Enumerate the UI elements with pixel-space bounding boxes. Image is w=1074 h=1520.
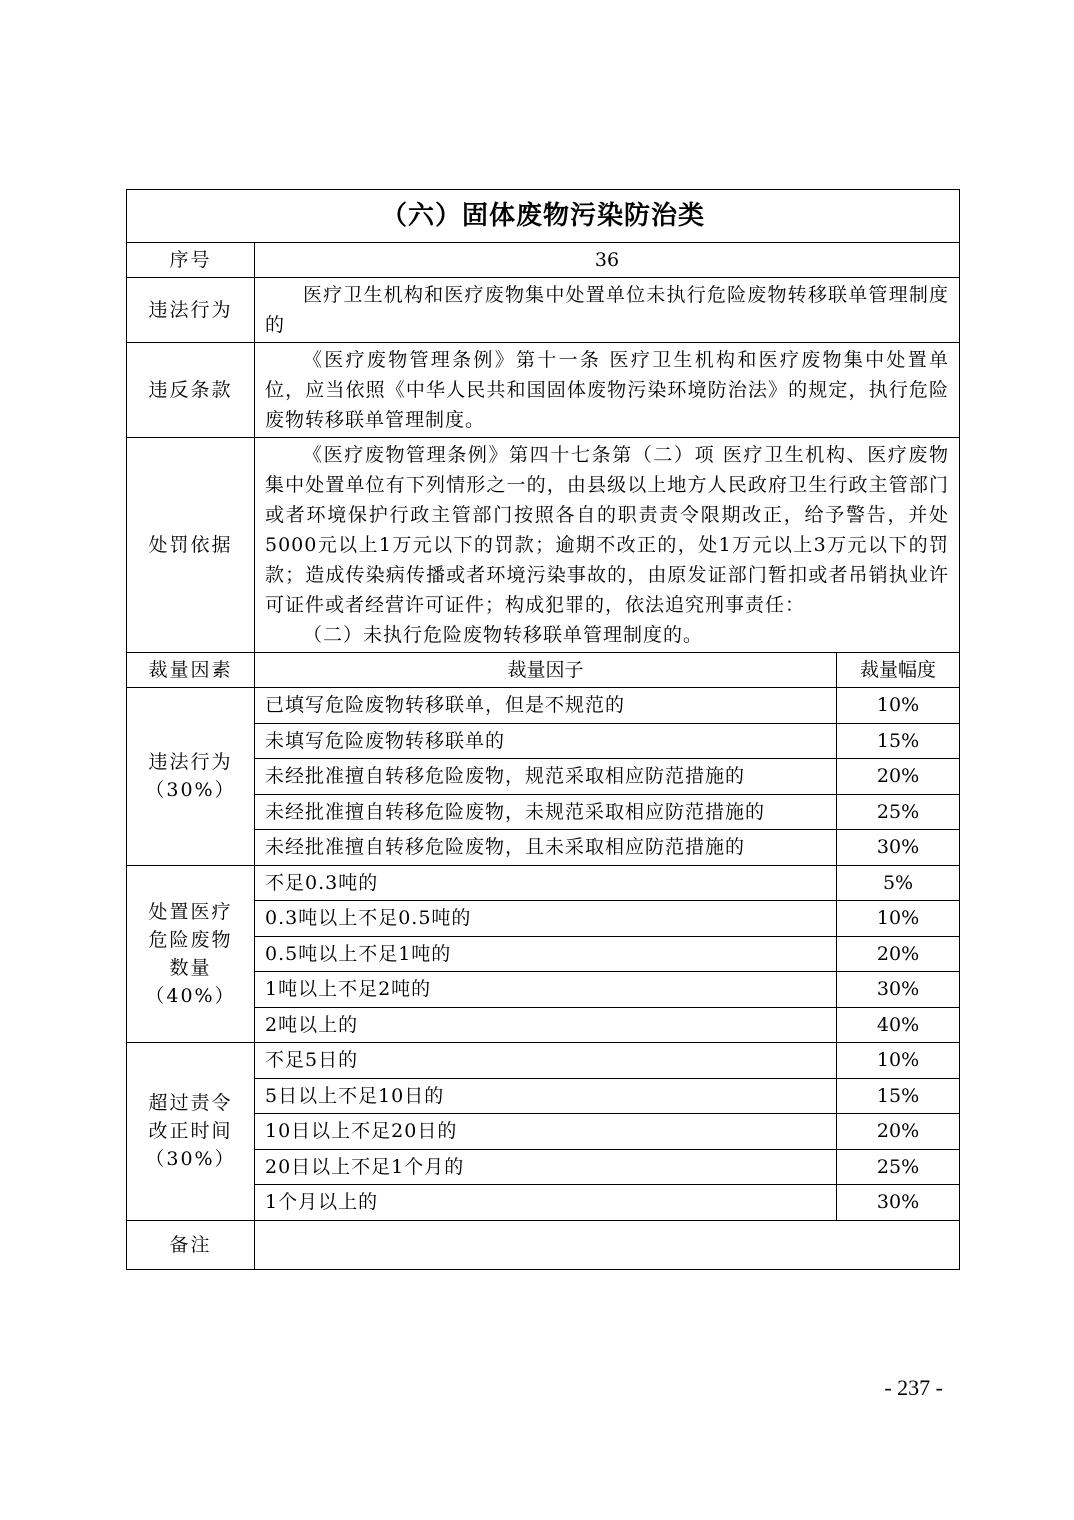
group-label-violation xyxy=(127,688,255,866)
basis-cell xyxy=(255,438,960,653)
group-label-line: 改正时间 xyxy=(148,1120,233,1143)
factor-text: 10日以上不足20日的 xyxy=(255,1114,837,1150)
group-label-line: （30%） xyxy=(145,1148,236,1171)
violation-label: 违法行为 xyxy=(127,278,255,343)
discretion-factors-label: 裁量因素 xyxy=(127,653,255,688)
table-row xyxy=(127,865,960,901)
factor-text: 1吨以上不足2吨的 xyxy=(255,972,837,1008)
factor-text: 未经批准擅自转移危险废物，且未采取相应防范措施的 xyxy=(255,830,837,866)
factor-pct: 40% xyxy=(837,1007,960,1043)
table-title: （六）固体废物污染防治类 xyxy=(127,190,960,243)
factor-text: 不足5日的 xyxy=(255,1043,837,1079)
factor-pct: 10% xyxy=(837,1043,960,1079)
factor-text: 已填写危险废物转移联单，但是不规范的 xyxy=(255,688,837,724)
table-row xyxy=(127,1043,960,1079)
factor-pct: 15% xyxy=(837,723,960,759)
group-label-line: 违法行为 xyxy=(148,751,233,774)
clause-label: 违反条款 xyxy=(127,343,255,438)
violation-cell xyxy=(255,278,960,343)
range-header: 裁量幅度 xyxy=(837,653,960,688)
factor-text: 未经批准擅自转移危险废物，未规范采取相应防范措施的 xyxy=(255,794,837,830)
factor-text: 1个月以上的 xyxy=(255,1185,837,1221)
table-row xyxy=(127,688,960,724)
factor-text: 5日以上不足10日的 xyxy=(255,1078,837,1114)
basis-label: 处罚依据 xyxy=(127,438,255,653)
serial-number: 36 xyxy=(255,243,960,278)
clause-cell xyxy=(255,343,960,438)
group-label-line: （40%） xyxy=(145,984,236,1007)
clause-text: 《医疗废物管理条例》第十一条 医疗卫生机构和医疗废物集中处置单位，应当依照《中华人民共和国固体废物污染环境防治法》的规定，执行危险废物转移联单管理制度。 xyxy=(265,349,950,431)
group-label-line: 危险废物 xyxy=(148,928,233,951)
penalty-table xyxy=(126,189,960,1270)
group-label-line: 超过责令 xyxy=(148,1092,233,1115)
group-label-line: （30%） xyxy=(145,779,236,802)
factor-pct: 20% xyxy=(837,1114,960,1150)
factor-pct: 30% xyxy=(837,830,960,866)
group-label-line: 数量 xyxy=(169,956,212,979)
factor-pct: 25% xyxy=(837,1149,960,1185)
group-label-quantity xyxy=(127,865,255,1043)
factor-header: 裁量因子 xyxy=(255,653,837,688)
factor-pct: 5% xyxy=(837,865,960,901)
factor-text: 2吨以上的 xyxy=(255,1007,837,1043)
group-label-line: 处置医疗 xyxy=(148,900,233,923)
factor-text: 未经批准擅自转移危险废物，规范采取相应防范措施的 xyxy=(255,759,837,795)
factor-pct: 20% xyxy=(837,936,960,972)
serial-label: 序号 xyxy=(127,243,255,278)
factor-pct: 10% xyxy=(837,688,960,724)
group-label-overdue xyxy=(127,1043,255,1221)
factor-pct: 30% xyxy=(837,1185,960,1221)
remark-label: 备注 xyxy=(127,1220,255,1269)
factor-pct: 20% xyxy=(837,759,960,795)
remark-cell xyxy=(255,1220,960,1269)
factor-text: 20日以上不足1个月的 xyxy=(255,1149,837,1185)
factor-pct: 25% xyxy=(837,794,960,830)
factor-text: 不足0.3吨的 xyxy=(255,865,837,901)
factor-text: 0.3吨以上不足0.5吨的 xyxy=(255,901,837,937)
violation-text: 医疗卫生机构和医疗废物集中处置单位未执行危险废物转移联单管理制度的 xyxy=(265,284,950,336)
basis-item: （二）未执行危险废物转移联单管理制度的。 xyxy=(303,624,704,646)
basis-text: 《医疗废物管理条例》第四十七条第（二）项 医疗卫生机构、医疗废物集中处置单位有下列情形之一的，由县级以上地方人民政府卫生行政主管部门或者环境保护行政主管部门按照各自的职责责令限期改正，给予警告，并处5000元以上1万元以下的罚款；逾期不改正的，处1万元以上3万元以下的罚款；造成传染病传播或者环境污染事故的，由原发证部门暂扣或者吊销执业许可证件或者经营许可证件；构成犯罪的，依法追究刑事责任： xyxy=(265,444,950,616)
factor-text: 0.5吨以上不足1吨的 xyxy=(255,936,837,972)
factor-pct: 30% xyxy=(837,972,960,1008)
page-number: - 237 - xyxy=(884,1375,943,1400)
factor-pct: 15% xyxy=(837,1078,960,1114)
factor-text: 未填写危险废物转移联单的 xyxy=(255,723,837,759)
factor-pct: 10% xyxy=(837,901,960,937)
